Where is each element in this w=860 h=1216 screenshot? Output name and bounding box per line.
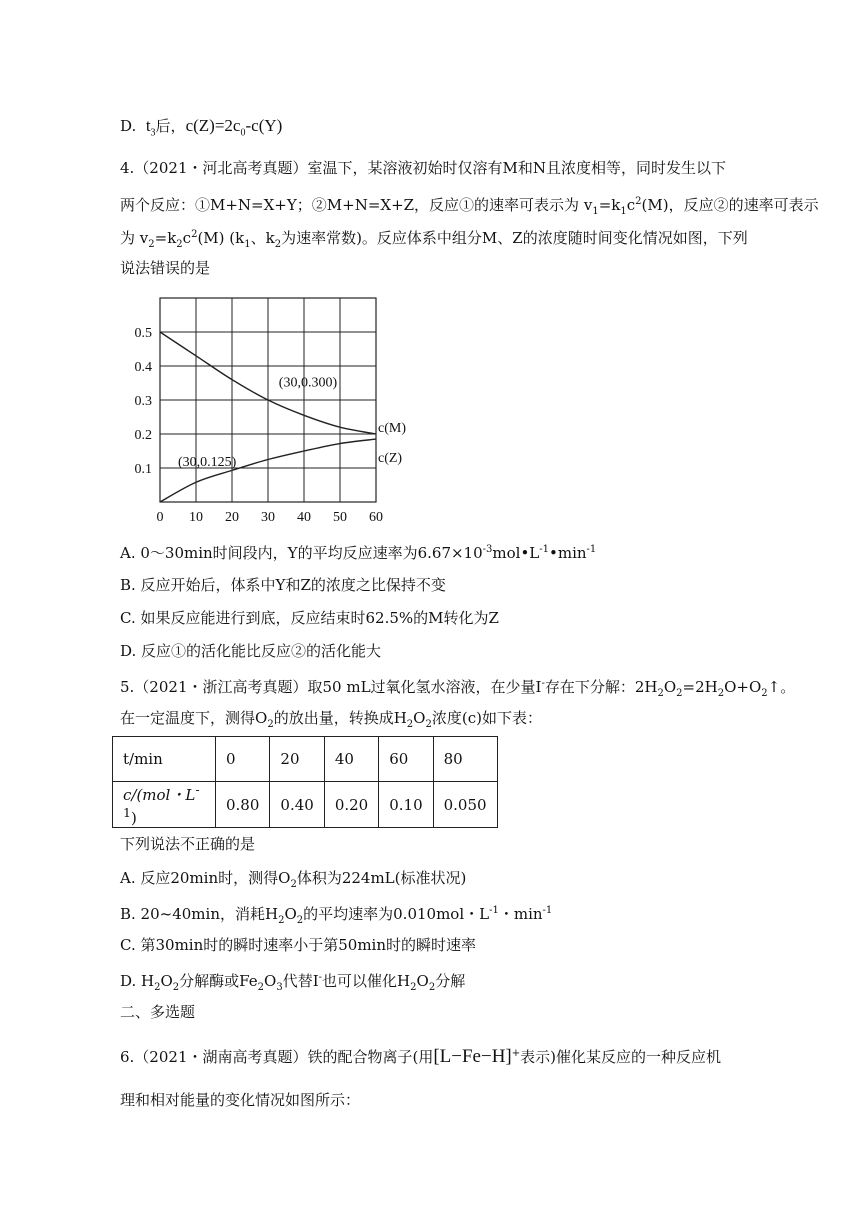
series-label-cz: c(Z) bbox=[378, 451, 403, 467]
q5-line1: 5.（2021・浙江高考真题）取50 mL过氧化氢水溶液，在少量I-存在下分解：$2H_2O_2=2H_2O+O_2↑$。 bbox=[120, 678, 796, 699]
q5-line2: 在一定温度下，测得$O_2$的放出量，转换成$H_2O_2$浓度(c)如下表： bbox=[120, 709, 542, 730]
x-tick-label: 40 bbox=[297, 510, 311, 525]
y-tick-label: 0.5 bbox=[134, 326, 152, 341]
x-tick-label: 30 bbox=[261, 510, 275, 525]
option-d-prev: D. $t_3$后，$c(Z)=2c_0-c(Y)$ bbox=[120, 116, 283, 139]
x-tick-label: 50 bbox=[333, 510, 347, 525]
q5-option-c: C. 第30min时的瞬时速率小于第50min时的瞬时速率 bbox=[120, 936, 477, 954]
table-header-cell: 60 bbox=[379, 737, 433, 782]
y-tick-label: 0.2 bbox=[134, 428, 152, 443]
table-header-cell: 0 bbox=[216, 737, 270, 782]
concentration-chart bbox=[120, 288, 420, 528]
concentration-table bbox=[112, 736, 498, 828]
table-row bbox=[113, 737, 498, 782]
q4-option-c: C. 如果反应能进行到底，反应结束时62.5%的M转化为Z bbox=[120, 609, 499, 627]
table-header-cell: 20 bbox=[270, 737, 324, 782]
q4-line4: 说法错误的是 bbox=[120, 259, 211, 277]
x-tick-label: 60 bbox=[369, 510, 383, 525]
annotation-label: (30,0.125) bbox=[178, 455, 237, 470]
q4-option-a: A. 0～30min时间段内，Y的平均反应速率为$6.67\times 10^{-3}mol•L^{-1}•\min^{-1}$ bbox=[120, 544, 597, 562]
y-tick-label: 0.3 bbox=[134, 394, 152, 409]
table-header-cell: t/min bbox=[113, 737, 216, 782]
x-tick-label: 20 bbox=[225, 510, 239, 525]
q4-line1: 4.（2021・河北高考真题）室温下，某溶液初始时仅溶有M和N且浓度相等，同时发生以下 bbox=[120, 159, 726, 177]
q5-option-d: D. $H_2O_2$分解酶或$Fe_2O_3$代替I-也可以催化$H_2O_2$分解 bbox=[120, 972, 466, 993]
q4-option-b: B. 反应开始后，体系中Y和Z的浓度之比保持不变 bbox=[120, 576, 446, 594]
table-cell: 0.10 bbox=[379, 782, 433, 828]
q4-option-d: D. 反应①的活化能比反应②的活化能大 bbox=[120, 642, 382, 660]
q5-option-b: B. 20~40min，消耗$H_2O_2$的平均速率为0.010mol・$L^{-1}$・$\min^{-1}$ bbox=[120, 905, 553, 926]
q6-line1: 6.（2021・湖南高考真题）铁的配合物离子(用[L−Fe−H]+表示)催化某反应的一种反应机 bbox=[120, 1046, 722, 1067]
table-header-cell: 40 bbox=[324, 737, 378, 782]
x-tick-label: 0 bbox=[156, 510, 164, 525]
table-cell: 0.40 bbox=[270, 782, 324, 828]
q4-line2: 两个反应：①M+N=X+Y；②M+N=X+Z，反应①的速率可表示为 $v_1=k_1c^2(M)$，反应②的速率可表示 bbox=[120, 196, 819, 217]
y-tick-label: 0.1 bbox=[134, 462, 152, 477]
table-header-cell: 80 bbox=[433, 737, 497, 782]
q6-line2: 理和相对能量的变化情况如图所示： bbox=[120, 1091, 361, 1109]
q4-line3: 为 $v_2=k_2c^2(M)$ ($k_1$、$k_2$为速率常数)。反应体系中组分M、Z的浓度随时间变化情况如图，下列 bbox=[120, 229, 748, 250]
section-heading: 二、多选题 bbox=[120, 1003, 196, 1021]
table-row bbox=[113, 782, 498, 828]
y-tick-label: 0.4 bbox=[134, 360, 152, 375]
table-cell: 0.050 bbox=[433, 782, 497, 828]
series-label-cm: c(M) bbox=[378, 421, 406, 436]
table-cell: 0.20 bbox=[324, 782, 378, 828]
table-row-label: c/(mol・$L^{-1}$) bbox=[113, 782, 216, 828]
x-tick-label: 10 bbox=[189, 510, 203, 525]
table-cell: 0.80 bbox=[216, 782, 270, 828]
annotation-label: (30,0.300) bbox=[278, 375, 338, 391]
q5-after-table: 下列说法不正确的是 bbox=[120, 835, 256, 853]
q5-option-a: A. 反应20min时，测得$O_2$体积为224mL(标准状况) bbox=[120, 869, 467, 890]
